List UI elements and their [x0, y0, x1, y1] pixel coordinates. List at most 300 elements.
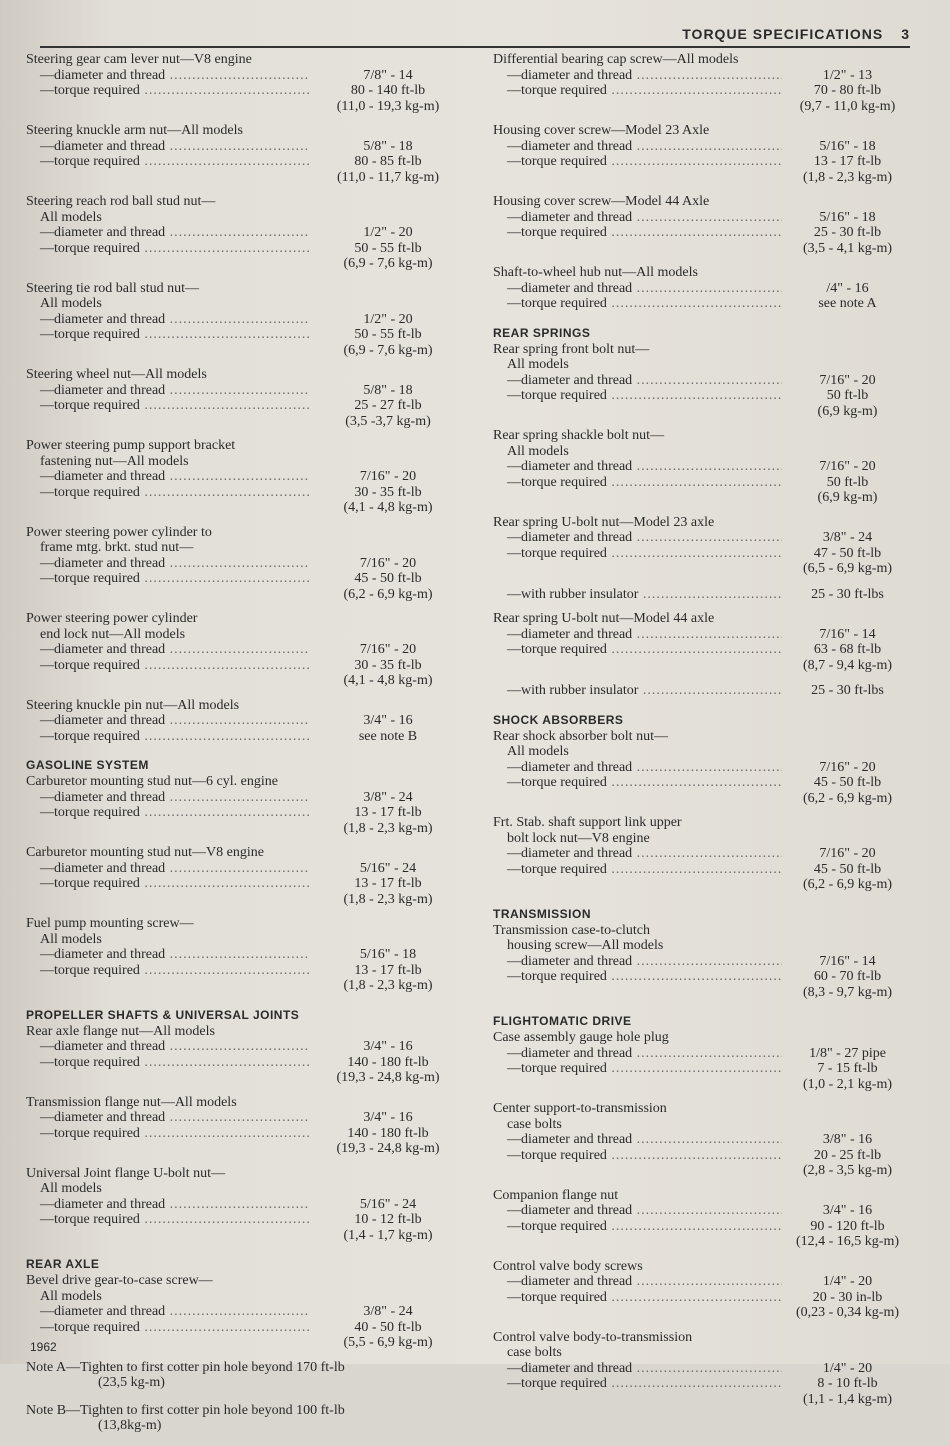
spec-title: Companion flange nut [493, 1187, 619, 1203]
spec-title: Fuel pump mounting screw— [26, 916, 194, 931]
torque-row [26, 1126, 466, 1142]
diameter-label: —diameter and thread ..... [493, 139, 782, 155]
metric-torque-value: (1,0 - 2,1 kg-m) [802, 1076, 893, 1092]
spec-entry [493, 1330, 913, 1408]
diameter-value: 5/16" - 18 [819, 138, 876, 154]
torque-row [26, 571, 466, 587]
metric-torque-value: (6,2 - 6,9 kg-m) [802, 877, 893, 892]
metric-torque-value: (8,3 - 9,7 kg-m) [802, 984, 893, 1000]
diameter-label: —diameter and thread ..... [493, 459, 782, 475]
spec-title: Control valve body-to-transmission [493, 1329, 693, 1345]
insulator-value: 25 - 30 ft-lbs [811, 586, 884, 602]
torque-label: —torque required ..... [493, 225, 782, 241]
spec-entry [26, 1095, 466, 1157]
spec-entry [26, 525, 466, 603]
diameter-label: —diameter and thread ..... [493, 760, 782, 776]
diameter-label: —diameter and thread ..... [26, 1110, 310, 1126]
torque-label: —torque required ..... [493, 969, 782, 985]
metric-spacer [26, 256, 310, 272]
spec-title: Frt. Stab. shaft support link upper [493, 815, 682, 830]
metric-torque-value: (1,8 - 2,3 kg-m) [802, 169, 893, 185]
diameter-value: 3/4" - 16 [363, 1110, 413, 1125]
diameter-value: 1/2" - 13 [822, 67, 873, 83]
diameter-label: —diameter and thread ..... [26, 790, 310, 806]
diameter-row [26, 68, 466, 84]
spec-title: Transmission flange nut—All models [26, 1094, 237, 1110]
diameter-value: 5/16" - 18 [359, 947, 417, 962]
torque-row [26, 398, 466, 414]
spec-entry [493, 1259, 913, 1321]
torque-label: —torque required ..... [493, 1376, 782, 1392]
spec-title: Bevel drive gear-to-case screw— [26, 1273, 213, 1288]
torque-row [493, 154, 913, 170]
spec-entry [493, 428, 913, 506]
spec-entry [493, 342, 913, 420]
diameter-value: 7/16" - 20 [819, 372, 876, 388]
torque-value: 7 - 15 ft-lb [817, 1061, 878, 1076]
torque-value: 13 - 17 ft-lb [354, 805, 422, 820]
spec-title: Control valve body screws [493, 1258, 643, 1274]
torque-value: 50 ft-lb [826, 388, 869, 403]
torque-label: —torque required ..... [26, 1320, 310, 1336]
diameter-row [26, 556, 466, 572]
spec-title: Differential bearing cap screw—All models [493, 52, 739, 67]
diameter-row [26, 861, 466, 877]
diameter-row [493, 846, 913, 862]
spec-title: Power steering power cylinder to [26, 524, 212, 540]
diameter-value: 7/16" - 14 [819, 626, 876, 642]
torque-value: 90 - 120 ft-lb [810, 1218, 885, 1234]
torque-label: —torque required ..... [493, 475, 782, 491]
metric-spacer [493, 791, 782, 807]
spec-entry [493, 1101, 913, 1179]
section-heading: GASOLINE SYSTEM [26, 758, 149, 772]
diameter-value: 3/8" - 16 [822, 1132, 873, 1147]
torque-value: 13 - 17 ft-lb [813, 154, 882, 169]
diameter-label: —diameter and thread ..... [493, 530, 782, 546]
torque-value: 30 - 35 ft-lb [354, 657, 422, 673]
spec-entry [26, 367, 466, 429]
torque-row [493, 225, 913, 241]
spec-entry [493, 611, 913, 699]
diameter-label: —diameter and thread ..... [493, 1046, 782, 1062]
torque-label: —torque required ..... [26, 154, 310, 170]
torque-value: 25 - 30 ft-lb [813, 225, 882, 240]
spec-title: Steering reach rod ball stud nut— [26, 194, 216, 209]
footnote-metric: (13,8kg-m) [98, 1418, 162, 1433]
torque-label: —torque required ..... [493, 642, 782, 658]
metric-spacer [493, 1392, 782, 1408]
torque-value: 140 - 180 ft-lb [347, 1054, 429, 1070]
diameter-value: 3/8" - 24 [363, 789, 413, 805]
torque-value: 47 - 50 ft-lb [813, 545, 882, 561]
diameter-label: —diameter and thread ..... [493, 846, 782, 862]
torque-label: —torque required ..... [493, 1148, 782, 1164]
spec-title: Power steering power cylinder [26, 611, 198, 626]
metric-spacer [493, 170, 782, 186]
metric-torque-value: (4,1 - 4,8 kg-m) [343, 500, 433, 515]
torque-row [493, 862, 913, 878]
diameter-row [493, 1203, 913, 1219]
metric-row [26, 1141, 466, 1157]
metric-spacer [26, 1335, 310, 1351]
torque-row [493, 775, 913, 791]
torque-value: 13 - 17 ft-lb [354, 876, 422, 891]
spec-entry [493, 515, 913, 603]
spec-entry [26, 1024, 466, 1086]
spec-entry [26, 916, 466, 994]
diameter-label: —diameter and thread ..... [26, 312, 310, 328]
torque-row [26, 1320, 466, 1336]
torque-value: see note A [818, 296, 877, 311]
spec-title: Steering wheel nut—All models [26, 367, 207, 382]
torque-label: —torque required ..... [493, 388, 782, 404]
diameter-value: 3/4" - 16 [822, 1203, 873, 1218]
metric-torque-value: (0,23 - 0,34 kg-m) [795, 1305, 900, 1320]
torque-label: —torque required ..... [26, 963, 310, 979]
diameter-row [26, 947, 466, 963]
metric-row [493, 985, 913, 1001]
metric-row [493, 1077, 913, 1093]
torque-value: 20 - 30 in-lb [812, 1289, 883, 1305]
diameter-label: —diameter and thread ..... [26, 1197, 310, 1213]
torque-label: —torque required ..... [493, 1061, 782, 1077]
spec-title: Steering gear cam lever nut—V8 engine [26, 52, 252, 67]
diameter-value: 7/16" - 14 [819, 953, 876, 969]
torque-row [493, 546, 913, 562]
metric-spacer [493, 985, 782, 1001]
torque-label: —torque required ..... [26, 398, 310, 414]
torque-label: —torque required ..... [493, 775, 782, 791]
torque-label: —torque required ..... [26, 658, 310, 674]
metric-row [26, 414, 466, 430]
diameter-label: —diameter and thread ..... [26, 713, 310, 729]
spec-title: Transmission case-to-clutch [493, 922, 650, 938]
diameter-row [26, 790, 466, 806]
metric-row [26, 500, 466, 516]
diameter-label: —diameter and thread ..... [493, 210, 782, 226]
section-heading: FLIGHTOMATIC DRIVE [493, 1014, 632, 1028]
diameter-value: 7/8" - 14 [363, 67, 413, 83]
section-heading: REAR SPRINGS [493, 325, 591, 340]
footnote-line: Note B—Tighten to first cotter pin hole beyond 100 ft-lb [26, 1402, 345, 1418]
diameter-value: 3/8" - 24 [363, 1304, 413, 1319]
metric-torque-value: (1,8 - 2,3 kg-m) [343, 820, 433, 836]
torque-row [26, 485, 466, 501]
spec-subtitle: bolt lock nut—V8 engine [507, 830, 650, 846]
torque-row [26, 876, 466, 892]
insulator-label: —with rubber insulator ..... [493, 587, 782, 603]
spec-title: Housing cover screw—Model 44 Axle [493, 194, 710, 209]
diameter-row [26, 139, 466, 155]
diameter-label: —diameter and thread ..... [493, 1203, 782, 1219]
metric-torque-value: (9,7 - 11,0 kg-m) [799, 98, 896, 114]
diameter-row [493, 1046, 913, 1062]
spec-entry [26, 52, 466, 114]
diameter-value: 3/4" - 16 [363, 713, 413, 728]
page-header [40, 22, 910, 48]
torque-row [493, 475, 913, 491]
metric-row [493, 490, 913, 506]
metric-row [26, 587, 466, 603]
torque-value: 10 - 12 ft-lb [354, 1212, 422, 1227]
metric-torque-value: (19,3 - 24,8 kg-m) [336, 1070, 440, 1085]
diameter-label: —diameter and thread ..... [26, 861, 310, 877]
metric-row [26, 821, 466, 837]
spec-title: Steering knuckle arm nut—All models [26, 123, 243, 138]
spec-title: Rear shock absorber bolt nut— [493, 728, 668, 744]
spec-subtitle: All models [40, 209, 102, 225]
metric-torque-value: (6,2 - 6,9 kg-m) [343, 586, 433, 602]
spec-title: Carburetor mounting stud nut—V8 engine [26, 845, 264, 860]
torque-value: 25 - 27 ft-lb [354, 398, 422, 413]
metric-row [493, 1305, 913, 1321]
spec-entry [26, 698, 466, 745]
diameter-row [493, 373, 913, 389]
footnote [26, 1360, 466, 1391]
torque-label: —torque required ..... [493, 546, 782, 562]
torque-row [26, 729, 466, 745]
metric-torque-value: (2,8 - 3,5 kg-m) [802, 1163, 893, 1178]
diameter-value: 1/4" - 20 [822, 1274, 873, 1289]
spec-title: Rear spring U-bolt nut—Model 44 axle [493, 611, 715, 626]
metric-torque-value: (6,9 kg-m) [817, 403, 878, 419]
torque-row [26, 83, 466, 99]
diameter-label: —diameter and thread ..... [26, 469, 310, 485]
metric-spacer [26, 587, 310, 603]
metric-row [493, 170, 913, 186]
torque-row [493, 1219, 913, 1235]
spec-title: Power steering pump support bracket [26, 438, 236, 453]
footnote-line: Note A—Tighten to first cotter pin hole beyond 170 ft-lb [26, 1359, 345, 1375]
spec-entry [493, 815, 913, 893]
torque-value: 45 - 50 ft-lb [813, 775, 882, 790]
spec-title: Housing cover screw—Model 23 Axle [493, 123, 710, 138]
spec-title: Steering tie rod ball stud nut— [26, 280, 200, 296]
section-heading: REAR AXLE [26, 1257, 100, 1271]
diameter-value: 7/16" - 20 [819, 459, 876, 474]
torque-row [26, 1212, 466, 1228]
metric-torque-value: (19,3 - 24,8 kg-m) [336, 1141, 440, 1156]
diameter-row [493, 210, 913, 226]
metric-spacer [26, 414, 310, 430]
metric-spacer [26, 673, 310, 689]
diameter-label: —diameter and thread ..... [493, 373, 782, 389]
metric-row [26, 170, 466, 186]
spec-entry [26, 774, 466, 836]
metric-torque-value: (6,5 - 6,9 kg-m) [802, 561, 893, 576]
diameter-row [493, 1132, 913, 1148]
diameter-value: 1/4" - 20 [822, 1360, 873, 1376]
torque-row [493, 83, 913, 99]
metric-spacer [493, 1305, 782, 1321]
torque-label: —torque required ..... [26, 876, 310, 892]
metric-spacer [26, 1228, 310, 1244]
diameter-label: —diameter and thread ..... [26, 1039, 310, 1055]
spec-subtitle: All models [40, 1181, 102, 1196]
spec-title: Carburetor mounting stud nut—6 cyl. engine [26, 774, 278, 789]
torque-value: 40 - 50 ft-lb [354, 1319, 422, 1335]
insulator-value: 25 - 30 ft-lbs [811, 683, 884, 698]
diameter-label: —diameter and thread ..... [26, 556, 310, 572]
torque-row [26, 327, 466, 343]
metric-spacer [26, 978, 310, 994]
spec-entry [26, 438, 466, 516]
page-number: 3 [901, 26, 910, 42]
footnote-metric: (23,5 kg-m) [98, 1375, 165, 1390]
torque-value: 140 - 180 ft-lb [347, 1125, 429, 1141]
spec-subtitle: All models [507, 357, 569, 372]
spec-entry [493, 729, 913, 807]
spec-subtitle: frame mtg. brkt. stud nut— [40, 540, 194, 555]
torque-row [26, 963, 466, 979]
metric-torque-value: (11,0 - 11,7 kg-m) [337, 169, 439, 185]
diameter-row [26, 642, 466, 658]
torque-value: see note B [358, 728, 418, 744]
metric-row [26, 673, 466, 689]
diameter-value: 1/2" - 20 [363, 225, 413, 240]
diameter-value: 7/16" - 20 [359, 555, 417, 571]
metric-row [26, 1335, 466, 1351]
torque-label: —torque required ..... [26, 1212, 310, 1228]
diameter-row [26, 713, 466, 729]
metric-row [493, 241, 913, 257]
spec-entry [26, 194, 466, 272]
torque-row [26, 658, 466, 674]
metric-torque-value: (1,8 - 2,3 kg-m) [343, 891, 433, 907]
diameter-value: 7/16" - 20 [359, 642, 417, 657]
metric-row [493, 658, 913, 674]
diameter-row [493, 459, 913, 475]
metric-spacer [493, 1163, 782, 1179]
metric-row [26, 256, 466, 272]
metric-row [26, 99, 466, 115]
metric-torque-value: (3,5 -3,7 kg-m) [345, 413, 431, 429]
spec-entry [493, 1188, 913, 1250]
metric-spacer [493, 877, 782, 893]
torque-label: —torque required ..... [26, 571, 310, 587]
diameter-label: —diameter and thread ..... [26, 1304, 310, 1320]
torque-value: 8 - 10 ft-lb [817, 1376, 878, 1391]
diameter-row [26, 225, 466, 241]
metric-spacer [493, 1234, 782, 1250]
torque-label: —torque required ..... [493, 83, 782, 99]
diameter-row [26, 312, 466, 328]
diameter-label: —diameter and thread ..... [493, 1132, 782, 1148]
torque-label: —torque required ..... [26, 729, 310, 745]
spec-entry [493, 923, 913, 1001]
spec-title: Steering knuckle pin nut—All models [26, 697, 240, 713]
diameter-label: —diameter and thread ..... [493, 954, 782, 970]
diameter-value: 7/16" - 20 [819, 759, 876, 775]
metric-torque-value: (12,4 - 16,5 kg-m) [795, 1234, 900, 1249]
metric-spacer [493, 490, 782, 506]
left-column [26, 52, 466, 1446]
diameter-row [493, 1274, 913, 1290]
section-heading: PROPELLER SHAFTS & UNIVERSAL JOINTS [26, 1007, 300, 1022]
metric-row [26, 1070, 466, 1086]
spec-subtitle: All models [40, 296, 102, 311]
page-title: TORQUE SPECIFICATIONS [682, 26, 884, 42]
metric-torque-value: (1,1 - 1,4 kg-m) [802, 1391, 893, 1407]
spec-title: Center support-to-transmission [493, 1101, 667, 1116]
diameter-value: 3/8" - 24 [822, 530, 873, 545]
spec-title: Rear spring front bolt nut— [493, 341, 650, 357]
spec-entry [26, 281, 466, 359]
metric-torque-value: (4,1 - 4,8 kg-m) [343, 673, 433, 688]
spec-entry [26, 845, 466, 907]
torque-row [26, 154, 466, 170]
metric-torque-value: (6,9 kg-m) [817, 490, 878, 505]
diameter-row [26, 1304, 466, 1320]
footer-year: 1962 [30, 1340, 57, 1354]
metric-torque-value: (11,0 - 19,3 kg-m) [336, 98, 440, 114]
insulator-row [493, 587, 913, 603]
torque-row [493, 969, 913, 985]
footnote [26, 1403, 466, 1434]
diameter-label: —diameter and thread ..... [493, 1274, 782, 1290]
torque-value: 63 - 68 ft-lb [813, 642, 882, 657]
torque-value: 45 - 50 ft-lb [813, 861, 882, 877]
torque-value: 45 - 50 ft-lb [354, 571, 422, 586]
diameter-row [493, 954, 913, 970]
diameter-label: —diameter and thread ..... [26, 642, 310, 658]
spec-entry [26, 1273, 466, 1351]
metric-row [493, 1163, 913, 1179]
metric-row [26, 978, 466, 994]
spec-subtitle: All models [40, 1288, 102, 1304]
metric-row [493, 1392, 913, 1408]
insulator-row [493, 683, 913, 699]
diameter-label: —diameter and thread ..... [26, 947, 310, 963]
metric-row [493, 1234, 913, 1250]
torque-label: —torque required ..... [26, 327, 310, 343]
torque-row [493, 1148, 913, 1164]
metric-torque-value: (3,5 - 4,1 kg-m) [802, 240, 893, 256]
torque-value: 70 - 80 ft-lb [813, 83, 882, 98]
spec-entry [493, 265, 913, 312]
diameter-label: —diameter and thread ..... [493, 281, 782, 297]
torque-label: —torque required ..... [26, 1055, 310, 1071]
torque-value: 30 - 35 ft-lb [354, 484, 422, 500]
torque-value: 20 - 25 ft-lb [813, 1147, 882, 1163]
spec-title: Universal Joint flange U-bolt nut— [26, 1165, 226, 1181]
spec-subtitle: All models [507, 744, 569, 759]
torque-value: 50 - 55 ft-lb [354, 327, 422, 342]
metric-row [26, 892, 466, 908]
diameter-value: 1/8" - 27 pipe [809, 1045, 886, 1061]
metric-torque-value: (5,5 - 6,9 kg-m) [343, 1335, 433, 1350]
diameter-row [493, 68, 913, 84]
diameter-label: —diameter and thread ..... [26, 68, 310, 84]
torque-value: 80 - 85 ft-lb [354, 154, 422, 169]
diameter-value: 5/16" - 18 [819, 209, 876, 225]
diameter-row [493, 530, 913, 546]
spec-entry [26, 611, 466, 689]
torque-row [493, 1061, 913, 1077]
torque-value: 60 - 70 ft-lb [813, 969, 882, 984]
metric-spacer [493, 561, 782, 577]
metric-spacer [493, 241, 782, 257]
diameter-label: —diameter and thread ..... [26, 225, 310, 241]
diameter-row [26, 1110, 466, 1126]
diameter-row [26, 1197, 466, 1213]
metric-spacer [493, 658, 782, 674]
diameter-label: —diameter and thread ..... [493, 1361, 782, 1377]
torque-label: —torque required ..... [26, 1126, 310, 1142]
spec-entry [493, 123, 913, 185]
torque-row [26, 241, 466, 257]
